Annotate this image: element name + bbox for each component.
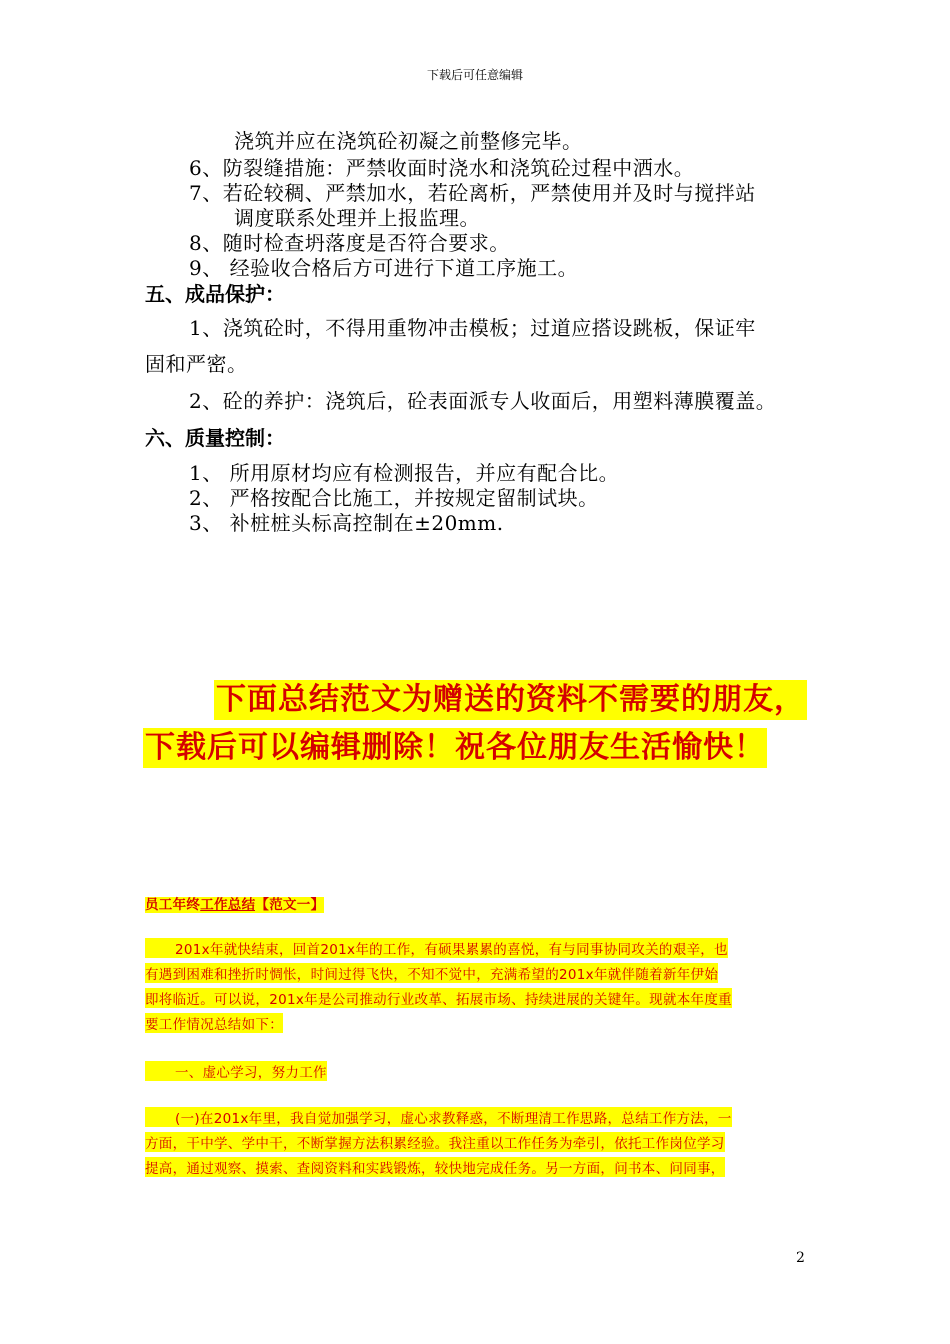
sample-title xyxy=(145,893,324,913)
list-item: 2、 严格按配合比施工，并按规定留制试块。 xyxy=(189,486,599,510)
paragraph-line: 方面，干中学、学中干，不断掌握方法积累经验。我注重以工作任务为牵引，依托工作岗位学习 xyxy=(145,1132,725,1152)
section-heading: 六、质量控制： xyxy=(145,426,285,450)
text-line: 6、防裂缝措施：严禁收面时浇水和浇筑砼过程中洒水。 xyxy=(189,156,695,180)
section-heading: 五、成品保护： xyxy=(145,282,285,306)
page-number: 2 xyxy=(796,1250,805,1266)
text-line: 1、浇筑砼时，不得用重物冲击模板；过道应搭设跳板，保证牢 xyxy=(189,316,756,340)
paragraph-line: 要工作情况总结如下： xyxy=(145,1013,283,1033)
text-line: 7、若砼较稠、严禁加水，若砼离析，严禁使用并及时与搅拌站 xyxy=(189,181,756,205)
notice-line: 下面总结范文为赠送的资料不需要的朋友， xyxy=(214,680,807,720)
notice-line: 下载后可以编辑删除！祝各位朋友生活愉快！ xyxy=(143,728,767,768)
text-line: 浇筑并应在浇筑砼初凝之前整修完毕。 xyxy=(234,129,583,153)
page-header: 下载后可任意编辑 xyxy=(426,68,523,82)
text-line: 2、砼的养护：浇筑后，砼表面派专人收面后，用塑料薄膜覆盖。 xyxy=(189,389,777,413)
sample-title-part: 员工年终 xyxy=(145,897,201,913)
paragraph-line: 201x年就快结束，回首201x年的工作，有硕果累累的喜悦，有与同事协同攻关的艰辛，也 xyxy=(145,938,728,958)
paragraph-line: 有遇到困难和挫折时惆怅，时间过得飞快，不知不觉中，充满希望的201x年就伴随着新年伊始 xyxy=(145,963,718,983)
sample-title-part: 【范文一】 xyxy=(255,897,325,913)
paragraph-line: 提高，通过观察、摸索、查阅资料和实践锻炼，较快地完成任务。另一方面，问书本、问同事， xyxy=(145,1157,725,1177)
list-item: 3、 补桩桩头标高控制在±20mm. xyxy=(189,511,504,535)
text-line: 固和严密。 xyxy=(145,352,248,376)
paragraph-line: 即将临近。可以说，201x年是公司推动行业改革、拓展市场、持续进展的关键年。现就本年度重 xyxy=(145,988,732,1008)
text-line: 8、随时检查坍落度是否符合要求。 xyxy=(189,231,510,255)
text-line: 调度联系处理并上报监理。 xyxy=(234,206,480,230)
sample-title-link: 工作总结 xyxy=(200,897,256,913)
subheading: 一、虚心学习，努力工作 xyxy=(145,1061,327,1081)
text-line: 9、 经验收合格后方可进行下道工序施工。 xyxy=(189,256,579,280)
paragraph-line: (一)在201x年里，我自觉加强学习，虚心求教释惑，不断理清工作思路，总结工作方法，一 xyxy=(145,1107,732,1127)
list-item: 1、 所用原材均应有检测报告，并应有配合比。 xyxy=(189,461,620,485)
